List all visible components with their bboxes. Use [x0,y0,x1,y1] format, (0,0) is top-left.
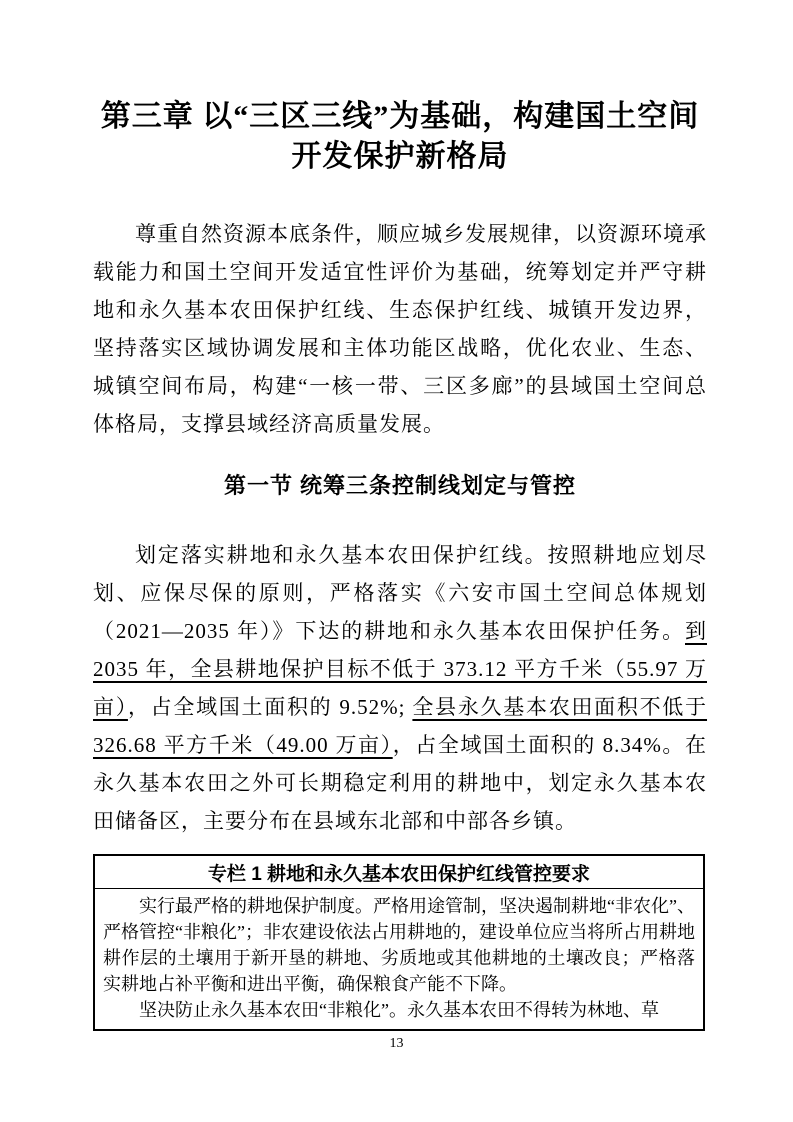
callout-box-title: 专栏 1 耕地和永久基本农田保护红线管控要求 [95,856,703,889]
paragraph-2-segment-5: ，占全域国土面积的 8.34%。在永久基本农田之外可长期稳定利用的耕地中，划定永久基本农田储备区，主要分布在县域东北部和中部各乡镇。 [93,733,707,833]
paragraph-2 [93,536,707,840]
chapter-title-line-2: 开发保护新格局 [291,140,509,173]
paragraph-2-segment-4-underlined: 全县永久基本农田面积不低于 326.68 平方千米（49.00 万亩） [93,695,708,757]
paragraph-2-segment-3: ，占全域国土面积的 9.52%; [127,695,413,719]
callout-box [93,854,705,1031]
paragraph-2-segment-2-underlined: 到 2035 年，全县耕地保护目标不低于 373.12 平方千米（55.97 万亩） [93,619,707,719]
callout-paragraph-2: 坚决防止永久基本农田“非粮化”。永久基本农田不得转为林地、草 [139,1000,659,1020]
section-heading: 第一节 统筹三条控制线划定与管控 [223,473,577,498]
chapter-title-line-1: 第三章 以“三区三线”为基础，构建国土空间 [100,100,700,133]
chapter-title [93,97,707,177]
paragraph-2-segment-1: 划定落实耕地和永久基本农田保护红线。按照耕地应划尽划、应保尽保的原则，严格落实《六安市国土空间总体规划（2021—2035 年）》下达的耕地和永久基本农田保护任务。 [93,543,707,643]
callout-paragraph-1: 实行最严格的耕地保护制度。严格用途管制，坚决遏制耕地“非农化”、严格管控“非粮化”；非农建设依法占用耕地的，建设单位应当将所占用耕地耕作层的土壤用于新开垦的耕地、劣质地或其他耕地的土壤改良；严格落实耕地占补平衡和进出平衡，确保粮食产能不下降。 [103,896,695,994]
page-number: 13 [389,1036,404,1051]
callout-box-body [95,889,703,1029]
intro-paragraph: 尊重自然资源本底条件，顺应城乡发展规律，以资源环境承载能力和国土空间开发适宜性评价为基础，统筹划定并严守耕地和永久基本农田保护红线、生态保护红线、城镇开发边界，坚持落实区域协调发展和主体功能区战略，优化农业、生态、城镇空间布局，构建“一核一带、三区多廊”的县域国土空间总体格局，支撑县域经济高质量发展。 [93,222,707,436]
page-content [93,0,707,1031]
